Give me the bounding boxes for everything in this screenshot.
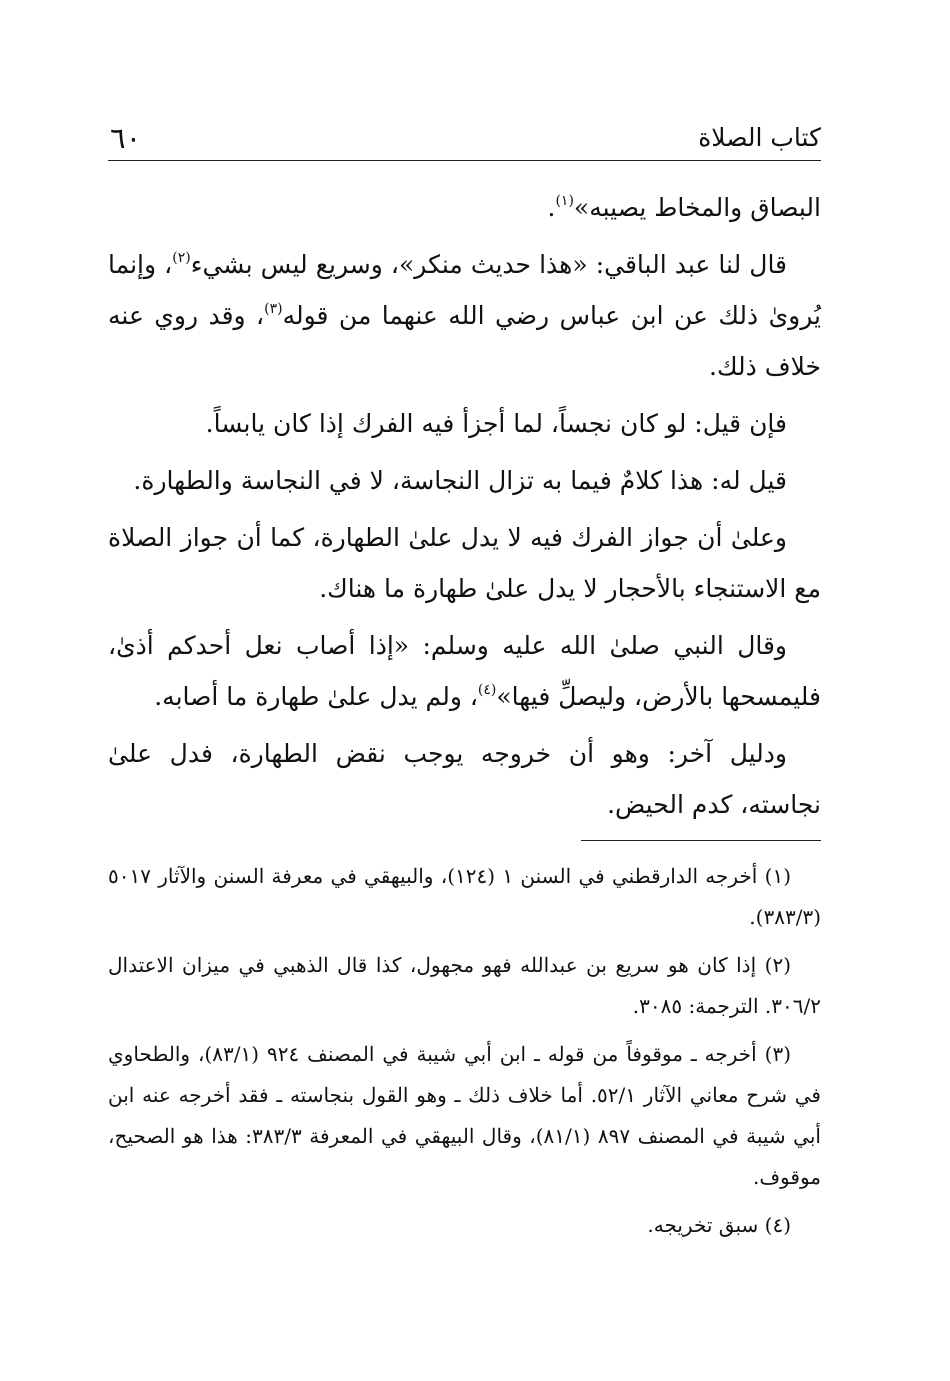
paragraph bbox=[108, 182, 821, 233]
footnote-ref: (٣) bbox=[264, 301, 283, 317]
paragraph-text: ، ولم يدل علىٰ طهارة ما أصابه. bbox=[154, 682, 478, 711]
footnote-ref: (٤) bbox=[477, 682, 497, 698]
paragraph: قيل له: هذا كلامٌ فيما به تزال النجاسة، لا في النجاسة والطهارة. bbox=[133, 466, 787, 495]
paragraph-text: . bbox=[547, 193, 556, 222]
footnote: (٤) سبق تخريجه. bbox=[647, 1213, 791, 1237]
paragraph-text: وقال النبي صلىٰ الله عليه وسلم: «إذا أصاب نعل أحدكم أذىٰ، فليمسحها بالأرض، وليصلِّ فيها» bbox=[108, 631, 821, 711]
footnotes bbox=[108, 856, 821, 1253]
header-rule bbox=[108, 160, 821, 161]
running-title: كتاب الصلاة bbox=[698, 123, 821, 152]
footnote-ref: (١) bbox=[555, 193, 574, 209]
paragraph-text: ، وقد روي عنه خلاف ذلك. bbox=[108, 301, 821, 381]
footnote: (٣) أخرجه ـ موقوفاً من قوله ـ ابن أبي شيبة في المصنف ٩٢٤ (٨٣/١)، والطحاوي في شرح معاني الآثار ٥٢/١. أما خلاف ذلك ـ وهو القول بنجاسته ـ فقد أخرجه عنه ابن أبي شيبة في المصنف ٨٩٧ (٨١/١)، وقال البيهقي في المعرفة ٣٨٣/٣: هذا هو الصحيح، موقوف. bbox=[108, 1042, 821, 1189]
paragraph-text: قال لنا عبد الباقي: «هذا حديث منكر»، وسريع ليس بشيء bbox=[190, 250, 788, 279]
footnote-rule bbox=[581, 840, 821, 841]
paragraph bbox=[108, 239, 821, 392]
paragraph-text: البصاق والمخاط يصيبه» bbox=[573, 193, 821, 222]
paragraph: ودليل آخر: وهو أن خروجه يوجب نقض الطهارة، فدل علىٰ نجاسته، كدم الحيض. bbox=[108, 739, 821, 819]
footnote: (١) أخرجه الدارقطني في السنن ١ (١٢٤)، والبيهقي في معرفة السنن والآثار ٥٠١٧ (٣٨٣/٣). bbox=[108, 864, 821, 929]
paragraph-text: ، وإنما يُروىٰ ذلك عن ابن عباس رضي الله عنهما من قوله bbox=[108, 250, 821, 330]
paragraph bbox=[108, 620, 821, 722]
paragraph: فإن قيل: لو كان نجساً، لما أجزأ فيه الفرك إذا كان يابساً. bbox=[205, 409, 787, 438]
page-number: ٦٠ bbox=[110, 121, 142, 155]
main-text bbox=[108, 182, 821, 836]
page-header bbox=[108, 116, 821, 160]
paragraph: وعلىٰ أن جواز الفرك فيه لا يدل علىٰ الطهارة، كما أن جواز الصلاة مع الاستنجاء بالأحجار لا يدل علىٰ طهارة ما هناك. bbox=[108, 523, 821, 603]
footnote-ref: (٢) bbox=[172, 250, 191, 266]
footnote: (٢) إذا كان هو سريع بن عبدالله فهو مجهول، كذا قال الذهبي في ميزان الاعتدال ٣٠٦/٢. الترجمة: ٣٠٨٥. bbox=[108, 953, 821, 1018]
